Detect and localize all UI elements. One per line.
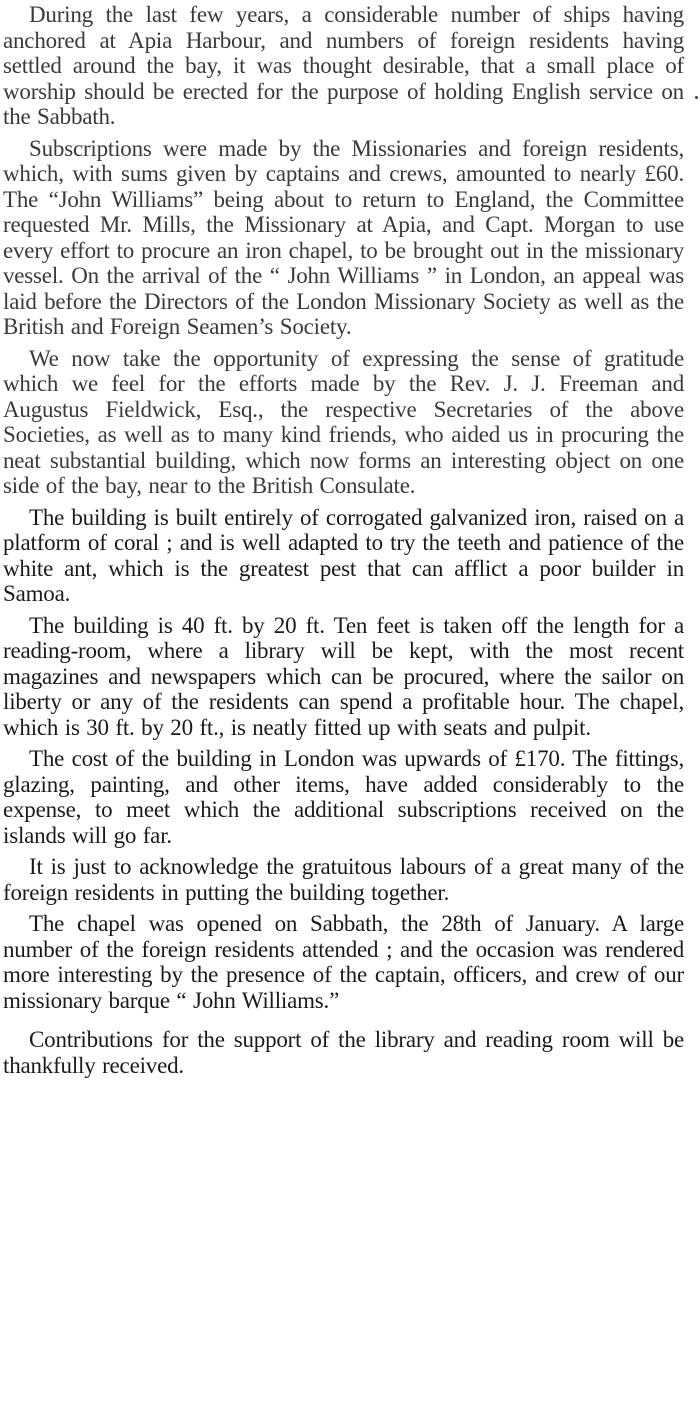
paragraph-building-material: The building is built entirely of corrogated galvanized iron, raised on a platform of coral ; and is well adapted to try the teeth and patience of the white ant, which is the greatest pest that can afflict a poor builder in Samoa.	[3, 504, 684, 606]
paragraph-cost: The cost of the building in London was upwards of £170. The fittings, glazing, painting, and other items, have added considerably to the expense, to meet which the additional subscriptions received on the islands will go far.	[3, 746, 684, 848]
paragraph-contributions: Contributions for the support of the library and reading room will be thankfully received.	[3, 1027, 684, 1078]
paragraph-building-dimensions: The building is 40 ft. by 20 ft. Ten feet is taken off the length for a reading-room, where a library will be kept, with the most recent magazines and newspapers which can be procured, where the sailor on liberty or any of the residents can spend a profitable hour. The chapel, which is 30 ft. by 20 ft., is neatly fitted up with seats and pulpit.	[3, 612, 684, 740]
print-speck-mark	[695, 96, 698, 99]
paragraph-ships-anchored: During the last few years, a considerable number of ships having anchored at Apia Harbour, and numbers of foreign residents having settled around the bay, it was thought desirable, that a small place of worship should be erected for the purpose of holding English service on the Sabbath.	[3, 2, 684, 129]
paragraph-chapel-opening: The chapel was opened on Sabbath, the 28th of January. A large number of the foreign residents attended ; and the occasion was rendered more interesting by the presence of the captain, officers, and crew of our missionary barque “ John Williams.”	[3, 911, 684, 1013]
paragraph-gratitude: We now take the opportunity of expressing the sense of gratitude which we feel for the efforts made by the Rev. J. J. Freeman and Augustus Fieldwick, Esq., the respective Secretaries of the above Societies, as well as to many kind friends, who aided us in procuring the neat substantial building, which now forms an interesting object on one side of the bay, near to the British Consulate.	[3, 345, 684, 498]
paragraph-subscriptions: Subscriptions were made by the Missionaries and foreign residents, which, with sums given by captains and crews, amounted to nearly £60. The “John Williams” being about to return to England, the Committee requested Mr. Mills, the Missionary at Apia, and Capt. Morgan to use every effort to procure an iron chapel, to be brought out in the missionary vessel. On the arrival of the “ John Williams ” in London, an appeal was laid before the Directors of the London Missionary Society as well as the British and Foreign Seamen’s Society.	[3, 135, 684, 339]
paragraph-acknowledgement: It is just to acknowledge the gratuitous labours of a great many of the foreign residents in putting the building together.	[3, 854, 684, 905]
